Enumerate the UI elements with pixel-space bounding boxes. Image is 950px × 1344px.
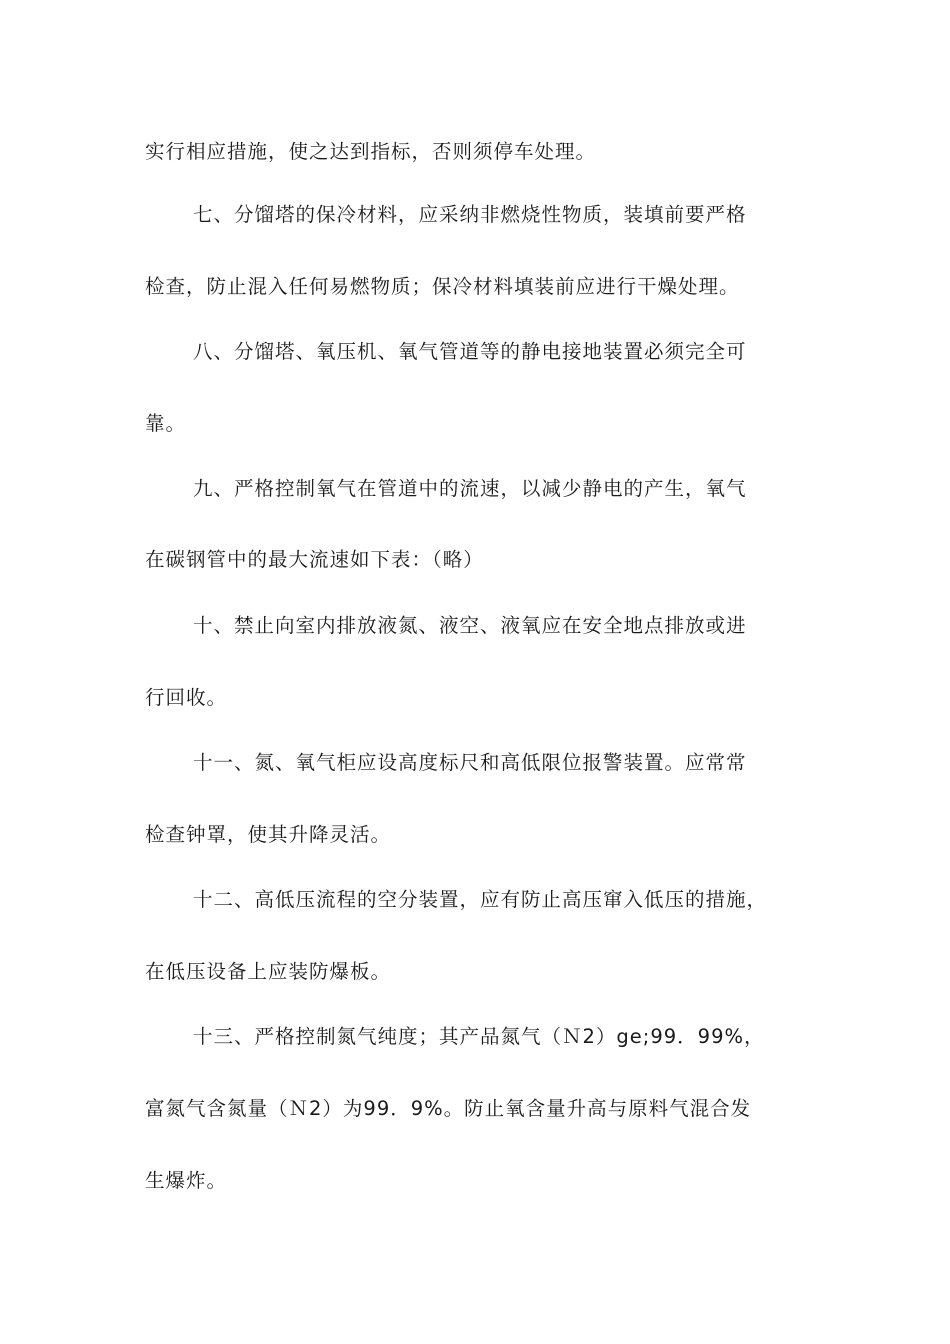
paragraph-11-start: 十一、氮、氧气柜应设高度标尺和高低限位报警装置。应常常: [193, 751, 747, 774]
text-line: 实行相应措施，使之达到指标，否则须停车处理。: [145, 140, 597, 163]
text-line: 行回收。: [145, 686, 228, 709]
paragraph-8-start: 八、分馏塔、氧压机、氧气管道等的静电接地装置必须完全可: [193, 340, 747, 363]
paragraph-10-start: 十、禁止向室内排放液氮、液空、液氧应在安全地点排放或进: [193, 614, 747, 637]
text-line: 靠。: [145, 412, 187, 435]
text-line: 生爆炸。: [145, 1169, 228, 1192]
paragraph-13-start: 十三、严格控制氮气纯度；其产品氮气（Ｎ2）ge;99．99%，: [193, 1025, 765, 1048]
paragraph-12-start: 十二、高低压流程的空分装置，应有防止高压窜入低压的措施，: [193, 888, 768, 911]
paragraph-7-start: 七、分馏塔的保冷材料，应采纳非燃烧性物质，装填前要严格: [193, 203, 747, 226]
text-line: 检查钟罩，使其升降灵活。: [145, 823, 392, 846]
text-line: 检查，防止混入任何易燃物质；保冷材料填装前应进行干燥处理。: [145, 275, 740, 298]
text-line: 在低压设备上应装防爆板。: [145, 960, 392, 983]
text-line: 富氮气含氮量（Ｎ2）为99．9%。防止氧含量升高与原料气混合发: [145, 1097, 752, 1120]
paragraph-9-start: 九、严格控制氧气在管道中的流速，以减少静电的产生，氧气: [193, 477, 747, 500]
text-line: 在碳钢管中的最大流速如下表：（略）: [145, 548, 484, 571]
